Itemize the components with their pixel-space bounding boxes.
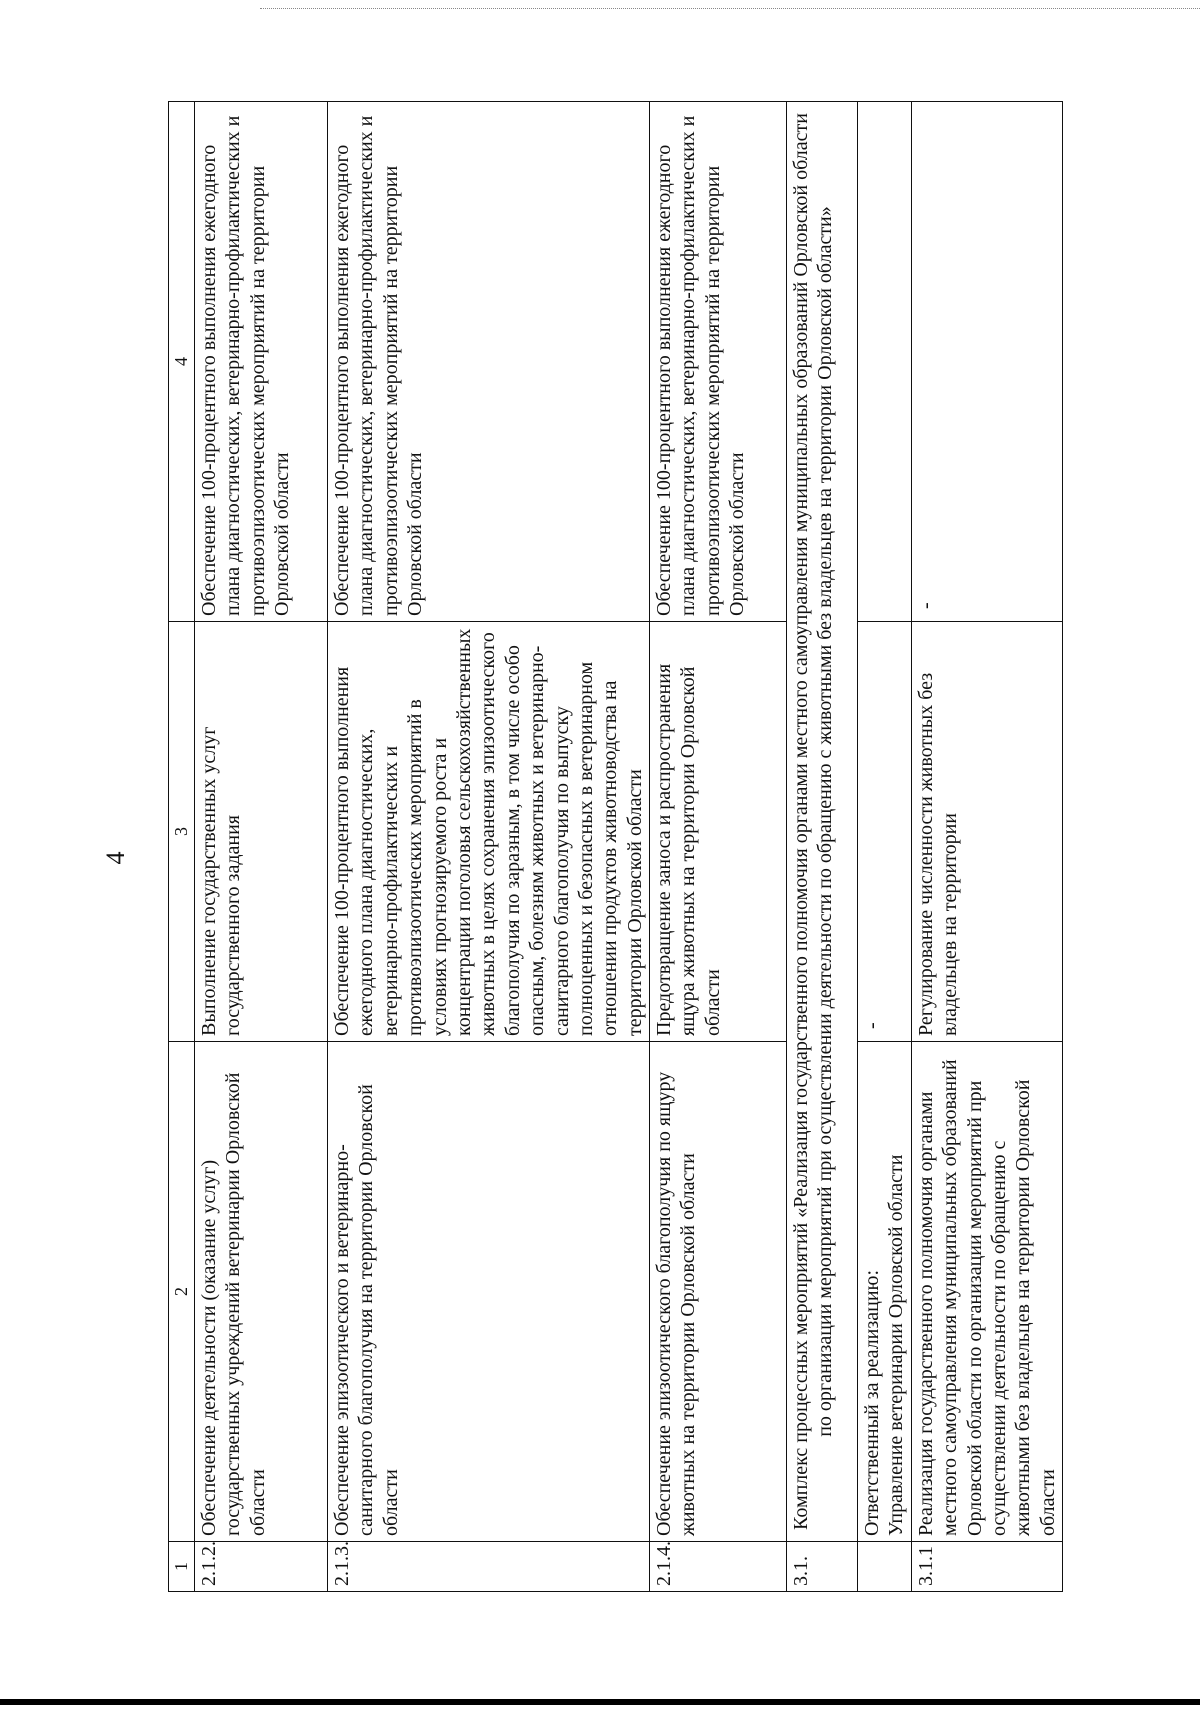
row-number: 3.1. bbox=[787, 1542, 858, 1592]
measure-task: Регулирование численности животных без владельцев на территории bbox=[911, 622, 1062, 1042]
responsible-result bbox=[858, 102, 912, 622]
header-col-4: 4 bbox=[169, 102, 195, 622]
rotated-table-container bbox=[168, 102, 1200, 1592]
page-number: 4 bbox=[101, 851, 130, 865]
measure-result: - bbox=[911, 102, 1062, 622]
measures-table bbox=[168, 101, 1063, 1592]
responsible-label: Ответственный за реализацию: bbox=[861, 1269, 884, 1536]
row-number: 2.1.2. bbox=[195, 1542, 328, 1592]
measure-task: Выполнение государственных услуг государственного задания bbox=[195, 622, 328, 1042]
process-complex-title: Комплекс процессных мероприятий «Реализация государственного полномочия органами местного самоуправления муниципальных образований Орловской области по организации мероприятий при осуществлении деятельности по обращению с животными без владельцев на территории Орловской области» bbox=[787, 102, 858, 1542]
measure-result: Обеспечение 100-процентного выполнения ежегодного плана диагностических, ветеринарно-профилактических и противоэпизоотических мероприятий на территории Орловской области bbox=[650, 102, 787, 622]
row-number: 2.1.4. bbox=[650, 1542, 787, 1592]
responsible-task: - bbox=[858, 622, 912, 1042]
table-row-3-1-1 bbox=[911, 102, 1062, 1592]
row-number: 2.1.3. bbox=[328, 1542, 650, 1592]
table-row-2-1-3 bbox=[328, 102, 650, 1592]
responsible-value: Управление ветеринарии Орловской области bbox=[885, 1154, 908, 1536]
table-row-responsible bbox=[858, 102, 912, 1592]
header-col-2: 2 bbox=[169, 1042, 195, 1542]
table-row-2-1-2 bbox=[195, 102, 328, 1592]
measure-name: Обеспечение эпизоотического и ветеринарно-санитарного благополучия на территории Орловской области bbox=[328, 1042, 650, 1542]
measure-result: Обеспечение 100-процентного выполнения ежегодного плана диагностических, ветеринарно-профилактических и противоэпизоотических мероприятий на территории Орловской области bbox=[328, 102, 650, 622]
header-row bbox=[169, 102, 195, 1592]
responsible-cell bbox=[858, 1042, 912, 1542]
measure-name: Реализация государственного полномочия органами местного самоуправления муниципальных образований Орловской области по организации мероприятий при осуществлении деятельности по обращению с животными без владельцев на территории Орловской области bbox=[911, 1042, 1062, 1542]
measure-name: Обеспечение эпизоотического благополучия по ящуру животных на территории Орловской области bbox=[650, 1042, 787, 1542]
top-scan-rule bbox=[260, 8, 1200, 9]
row-number: 3.1.1 bbox=[911, 1542, 1062, 1592]
measure-task: Обеспечение 100-процентного выполнения ежегодного плана диагностических, ветеринарно-профилактических и противоэпизоотических мероприятий в условиях прогнозируемого роста и концентрации поголовья сельскохозяйственных животных в целях сохранения эпизоотического благополучия по заразным, в том числе особо опасным, болезням животных и ветеринарно-санитарного благополучия по выпуску полноценных и безопасных в ветеринарном отношении продуктов животноводства на территории Орловской области bbox=[328, 622, 650, 1042]
row-number bbox=[858, 1542, 912, 1592]
table-row-2-1-4 bbox=[650, 102, 787, 1592]
measure-result: Обеспечение 100-процентного выполнения ежегодного плана диагностических, ветеринарно-профилактических и противоэпизоотических мероприятий на территории Орловской области bbox=[195, 102, 328, 622]
measure-name: Обеспечение деятельности (оказание услуг) государственных учреждений ветеринарии Орловской области bbox=[195, 1042, 328, 1542]
measure-task: Предотвращение заноса и распространения ящура животных на территории Орловской области bbox=[650, 622, 787, 1042]
header-col-3: 3 bbox=[169, 622, 195, 1042]
bottom-scan-bar bbox=[0, 1699, 1200, 1705]
header-col-1: 1 bbox=[169, 1542, 195, 1592]
table-row-3-1 bbox=[787, 102, 858, 1592]
